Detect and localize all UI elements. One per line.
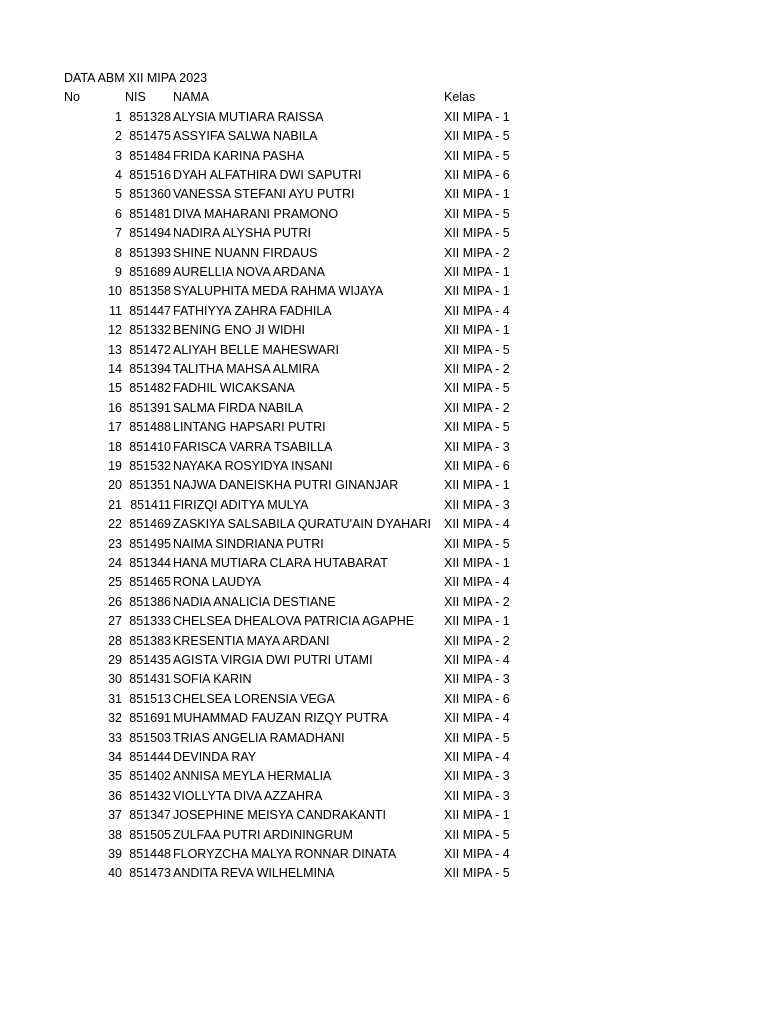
row-nis: 851469 bbox=[129, 517, 171, 532]
row-nis: 851472 bbox=[129, 342, 171, 357]
row-no: 4 bbox=[115, 168, 122, 182]
row-kelas: XII MIPA - 3 bbox=[444, 672, 510, 687]
row-no: 28 bbox=[108, 633, 122, 648]
table-row bbox=[0, 806, 768, 825]
table-row bbox=[0, 748, 768, 767]
row-nis: 851691 bbox=[129, 711, 171, 726]
row-kelas: XII MIPA - 1 bbox=[444, 284, 510, 299]
row-nama: RONA LAUDYA bbox=[173, 575, 261, 590]
row-nama: NAJWA DANEISKHA PUTRI GINANJAR bbox=[173, 478, 399, 493]
row-no: 20 bbox=[108, 478, 122, 493]
row-no: 36 bbox=[108, 788, 122, 803]
row-kelas: XII MIPA - 6 bbox=[444, 691, 510, 706]
row-nis: 851393 bbox=[129, 245, 171, 260]
row-no: 37 bbox=[108, 808, 122, 823]
row-no: 33 bbox=[108, 730, 122, 745]
table-row bbox=[0, 632, 768, 651]
row-kelas: XII MIPA - 4 bbox=[444, 711, 510, 726]
row-kelas: XII MIPA - 5 bbox=[444, 730, 510, 745]
table-row bbox=[0, 826, 768, 845]
table-row bbox=[0, 612, 768, 631]
table-row bbox=[0, 418, 768, 437]
row-no: 15 bbox=[108, 381, 122, 396]
row-nama: TRIAS ANGELIA RAMADHANI bbox=[173, 730, 345, 745]
row-no: 2 bbox=[115, 129, 122, 144]
row-kelas: XII MIPA - 2 bbox=[444, 633, 510, 648]
header-no: No bbox=[64, 90, 80, 105]
row-no: 3 bbox=[115, 148, 122, 163]
table-row bbox=[0, 321, 768, 340]
row-no: 40 bbox=[108, 866, 122, 881]
table-row bbox=[0, 593, 768, 612]
row-no: 1 bbox=[115, 109, 122, 124]
row-nama: NAIMA SINDRIANA PUTRI bbox=[173, 536, 324, 551]
table-row bbox=[0, 709, 768, 728]
row-nama: ZASKIYA SALSABILA QURATU'AIN DYAHARI bbox=[173, 517, 432, 532]
table-row bbox=[0, 535, 768, 554]
row-no: 21 bbox=[108, 497, 122, 512]
row-nama: HANA MUTIARA CLARA HUTABARAT bbox=[173, 556, 388, 570]
row-nis: 851360 bbox=[129, 187, 171, 202]
row-nama: AURELLIA NOVA ARDANA bbox=[173, 265, 325, 279]
row-nis: 851447 bbox=[129, 303, 171, 318]
row-kelas: XII MIPA - 5 bbox=[444, 148, 510, 163]
row-nis: 851410 bbox=[129, 439, 171, 454]
row-no: 7 bbox=[115, 226, 122, 241]
row-nis: 851465 bbox=[129, 575, 171, 590]
table-row bbox=[0, 302, 768, 321]
row-no: 17 bbox=[108, 420, 122, 435]
row-nis: 851431 bbox=[129, 672, 171, 687]
table-row bbox=[0, 224, 768, 243]
row-kelas: XII MIPA - 4 bbox=[444, 750, 510, 764]
row-nis: 851333 bbox=[129, 614, 171, 629]
row-no: 19 bbox=[108, 459, 122, 473]
row-kelas: XII MIPA - 5 bbox=[444, 827, 510, 842]
row-no: 10 bbox=[108, 284, 122, 299]
row-nama: SALMA FIRDA NABILA bbox=[173, 400, 303, 415]
row-no: 35 bbox=[108, 769, 122, 784]
row-kelas: XII MIPA - 1 bbox=[444, 478, 510, 493]
row-nama: CHELSEA DHEALOVA PATRICIA AGAPHE bbox=[173, 614, 415, 629]
table-row bbox=[0, 379, 768, 398]
table-row bbox=[0, 787, 768, 806]
row-kelas: XII MIPA - 1 bbox=[444, 808, 510, 823]
row-kelas: XII MIPA - 4 bbox=[444, 653, 510, 667]
row-nama: NADIRA ALYSHA PUTRI bbox=[173, 226, 312, 241]
row-no: 29 bbox=[108, 653, 122, 667]
row-nis: 851513 bbox=[129, 691, 171, 706]
table-row bbox=[0, 244, 768, 263]
row-nama: VANESSA STEFANI AYU PUTRI bbox=[173, 187, 355, 202]
row-nis: 851411 bbox=[130, 497, 171, 512]
row-nis: 851386 bbox=[129, 594, 171, 609]
row-nis: 851481 bbox=[129, 206, 171, 221]
row-kelas: XII MIPA - 5 bbox=[444, 206, 510, 221]
row-kelas: XII MIPA - 5 bbox=[444, 866, 510, 881]
row-no: 26 bbox=[108, 594, 122, 609]
row-nama: FADHIL WICAKSANA bbox=[173, 381, 295, 396]
row-nis: 851448 bbox=[129, 847, 171, 861]
row-nama: ANNISA MEYLA HERMALIA bbox=[173, 769, 332, 784]
row-kelas: XII MIPA - 5 bbox=[444, 342, 510, 357]
row-nis: 851435 bbox=[129, 653, 171, 667]
row-nis: 851484 bbox=[129, 148, 171, 163]
row-no: 27 bbox=[108, 614, 122, 629]
table-row bbox=[0, 360, 768, 379]
row-no: 11 bbox=[109, 303, 122, 318]
header-nama: NAMA bbox=[173, 90, 210, 105]
table-row bbox=[0, 845, 768, 864]
row-no: 5 bbox=[115, 187, 122, 202]
row-nama: FATHIYYA ZAHRA FADHILA bbox=[173, 303, 332, 318]
header-kelas: Kelas bbox=[444, 90, 476, 105]
row-nama: MUHAMMAD FAUZAN RIZQY PUTRA bbox=[173, 711, 389, 726]
table-row bbox=[0, 690, 768, 709]
row-nis: 851402 bbox=[129, 769, 171, 784]
row-nama: ANDITA REVA WILHELMINA bbox=[173, 866, 335, 881]
row-kelas: XII MIPA - 1 bbox=[444, 614, 510, 629]
row-nis: 851351 bbox=[129, 478, 171, 493]
row-nama: NAYAKA ROSYIDYA INSANI bbox=[173, 459, 333, 473]
table-row bbox=[0, 476, 768, 495]
row-nama: JOSEPHINE MEISYA CANDRAKANTI bbox=[173, 808, 387, 823]
document-title: DATA ABM XII MIPA 2023 bbox=[64, 71, 208, 85]
row-no: 16 bbox=[108, 400, 122, 415]
row-no: 39 bbox=[108, 847, 122, 861]
row-no: 14 bbox=[108, 362, 122, 376]
row-nama: ZULFAA PUTRI ARDININGRUM bbox=[173, 827, 353, 842]
row-kelas: XII MIPA - 3 bbox=[444, 439, 510, 454]
table-row bbox=[0, 438, 768, 457]
row-kelas: XII MIPA - 1 bbox=[444, 323, 510, 338]
row-nama: ALIYAH BELLE MAHESWARI bbox=[173, 342, 340, 357]
row-nis: 851503 bbox=[129, 730, 171, 745]
row-no: 8 bbox=[115, 245, 122, 260]
row-no: 22 bbox=[108, 517, 122, 532]
row-nis: 851394 bbox=[129, 362, 171, 376]
row-nama: SYALUPHITA MEDA RAHMA WIJAYA bbox=[173, 284, 384, 299]
row-no: 34 bbox=[108, 750, 122, 764]
table-row bbox=[0, 496, 768, 515]
header-row bbox=[0, 88, 768, 107]
row-nama: BENING ENO JI WIDHI bbox=[173, 323, 305, 338]
row-nama: FIRIZQI ADITYA MULYA bbox=[173, 497, 309, 512]
table-row bbox=[0, 399, 768, 418]
table-row bbox=[0, 515, 768, 534]
row-kelas: XII MIPA - 2 bbox=[444, 594, 510, 609]
row-kelas: XII MIPA - 5 bbox=[444, 381, 510, 396]
table-row bbox=[0, 147, 768, 166]
row-kelas: XII MIPA - 4 bbox=[444, 847, 510, 861]
row-nis: 851495 bbox=[129, 536, 171, 551]
row-kelas: XII MIPA - 2 bbox=[444, 362, 510, 376]
row-kelas: XII MIPA - 6 bbox=[444, 168, 510, 182]
row-no: 12 bbox=[108, 323, 122, 338]
row-nis: 851482 bbox=[129, 381, 171, 396]
row-nama: FARISCA VARRA TSABILLA bbox=[173, 439, 333, 454]
row-kelas: XII MIPA - 2 bbox=[444, 400, 510, 415]
row-no: 6 bbox=[115, 206, 122, 221]
row-nis: 851689 bbox=[129, 265, 171, 279]
row-kelas: XII MIPA - 4 bbox=[444, 303, 510, 318]
table-row bbox=[0, 282, 768, 301]
row-nis: 851488 bbox=[129, 420, 171, 435]
row-nama: FLORYZCHA MALYA RONNAR DINATA bbox=[173, 847, 397, 861]
row-no: 30 bbox=[108, 672, 122, 687]
row-nis: 851344 bbox=[129, 556, 171, 570]
row-nis: 851358 bbox=[129, 284, 171, 299]
row-nis: 851432 bbox=[129, 788, 171, 803]
row-kelas: XII MIPA - 4 bbox=[444, 517, 510, 532]
row-nis: 851347 bbox=[129, 808, 171, 823]
row-kelas: XII MIPA - 5 bbox=[444, 129, 510, 144]
row-no: 23 bbox=[108, 536, 122, 551]
table-row bbox=[0, 108, 768, 127]
row-nis: 851475 bbox=[129, 129, 171, 144]
row-no: 38 bbox=[108, 827, 122, 842]
row-nama: CHELSEA LORENSIA VEGA bbox=[173, 691, 335, 706]
row-nis: 851383 bbox=[129, 633, 171, 648]
row-nama: DEVINDA RAY bbox=[173, 750, 257, 764]
table-row bbox=[0, 341, 768, 360]
row-no: 31 bbox=[108, 691, 122, 706]
row-kelas: XII MIPA - 3 bbox=[444, 788, 510, 803]
table-row bbox=[0, 263, 768, 282]
row-kelas: XII MIPA - 5 bbox=[444, 226, 510, 241]
row-nama: VIOLLYTA DIVA AZZAHRA bbox=[173, 788, 323, 803]
row-nis: 851332 bbox=[129, 323, 171, 338]
row-nama: SHINE NUANN FIRDAUS bbox=[173, 245, 318, 260]
row-no: 9 bbox=[115, 265, 122, 279]
row-kelas: XII MIPA - 6 bbox=[444, 459, 510, 473]
row-kelas: XII MIPA - 2 bbox=[444, 245, 510, 260]
row-no: 32 bbox=[108, 711, 122, 726]
row-nis: 851494 bbox=[129, 226, 171, 241]
row-no: 18 bbox=[108, 439, 122, 454]
row-nis: 851391 bbox=[129, 400, 171, 415]
table-row bbox=[0, 185, 768, 204]
table-row bbox=[0, 457, 768, 476]
header-nis: NIS bbox=[125, 90, 146, 105]
row-nis: 851505 bbox=[129, 827, 171, 842]
table-row bbox=[0, 166, 768, 185]
table-row bbox=[0, 127, 768, 146]
row-no: 24 bbox=[108, 556, 122, 570]
row-nama: DIVA MAHARANI PRAMONO bbox=[173, 206, 339, 221]
row-kelas: XII MIPA - 4 bbox=[444, 575, 510, 590]
row-nama: SOFIA KARIN bbox=[173, 672, 252, 687]
row-nama: NADIA ANALICIA DESTIANE bbox=[173, 594, 336, 609]
row-kelas: XII MIPA - 1 bbox=[444, 265, 510, 279]
row-nama: KRESENTIA MAYA ARDANI bbox=[173, 633, 330, 648]
row-kelas: XII MIPA - 1 bbox=[444, 556, 510, 570]
row-nama: LINTANG HAPSARI PUTRI bbox=[173, 420, 326, 435]
row-no: 13 bbox=[108, 342, 122, 357]
row-nama: ASSYIFA SALWA NABILA bbox=[173, 129, 318, 144]
row-nama: ALYSIA MUTIARA RAISSA bbox=[173, 109, 324, 124]
table-row bbox=[0, 554, 768, 573]
row-nis: 851444 bbox=[129, 750, 171, 764]
row-kelas: XII MIPA - 5 bbox=[444, 536, 510, 551]
table-row bbox=[0, 205, 768, 224]
table-row bbox=[0, 573, 768, 592]
row-nama: AGISTA VIRGIA DWI PUTRI UTAMI bbox=[173, 653, 373, 667]
row-kelas: XII MIPA - 5 bbox=[444, 420, 510, 435]
row-nis: 851328 bbox=[129, 109, 171, 124]
row-nama: FRIDA KARINA PASHA bbox=[173, 148, 305, 163]
table-row bbox=[0, 729, 768, 748]
table-row bbox=[0, 651, 768, 670]
row-kelas: XII MIPA - 3 bbox=[444, 497, 510, 512]
row-kelas: XII MIPA - 1 bbox=[444, 109, 510, 124]
row-nis: 851516 bbox=[129, 168, 171, 182]
row-kelas: XII MIPA - 3 bbox=[444, 769, 510, 784]
table-row bbox=[0, 864, 768, 883]
row-kelas: XII MIPA - 1 bbox=[444, 187, 510, 202]
row-nis: 851532 bbox=[129, 459, 171, 473]
row-nis: 851473 bbox=[129, 866, 171, 881]
table-row bbox=[0, 670, 768, 689]
row-nama: TALITHA MAHSA ALMIRA bbox=[173, 362, 320, 376]
table-row bbox=[0, 767, 768, 786]
row-nama: DYAH ALFATHIRA DWI SAPUTRI bbox=[173, 168, 362, 182]
row-no: 25 bbox=[108, 575, 122, 590]
